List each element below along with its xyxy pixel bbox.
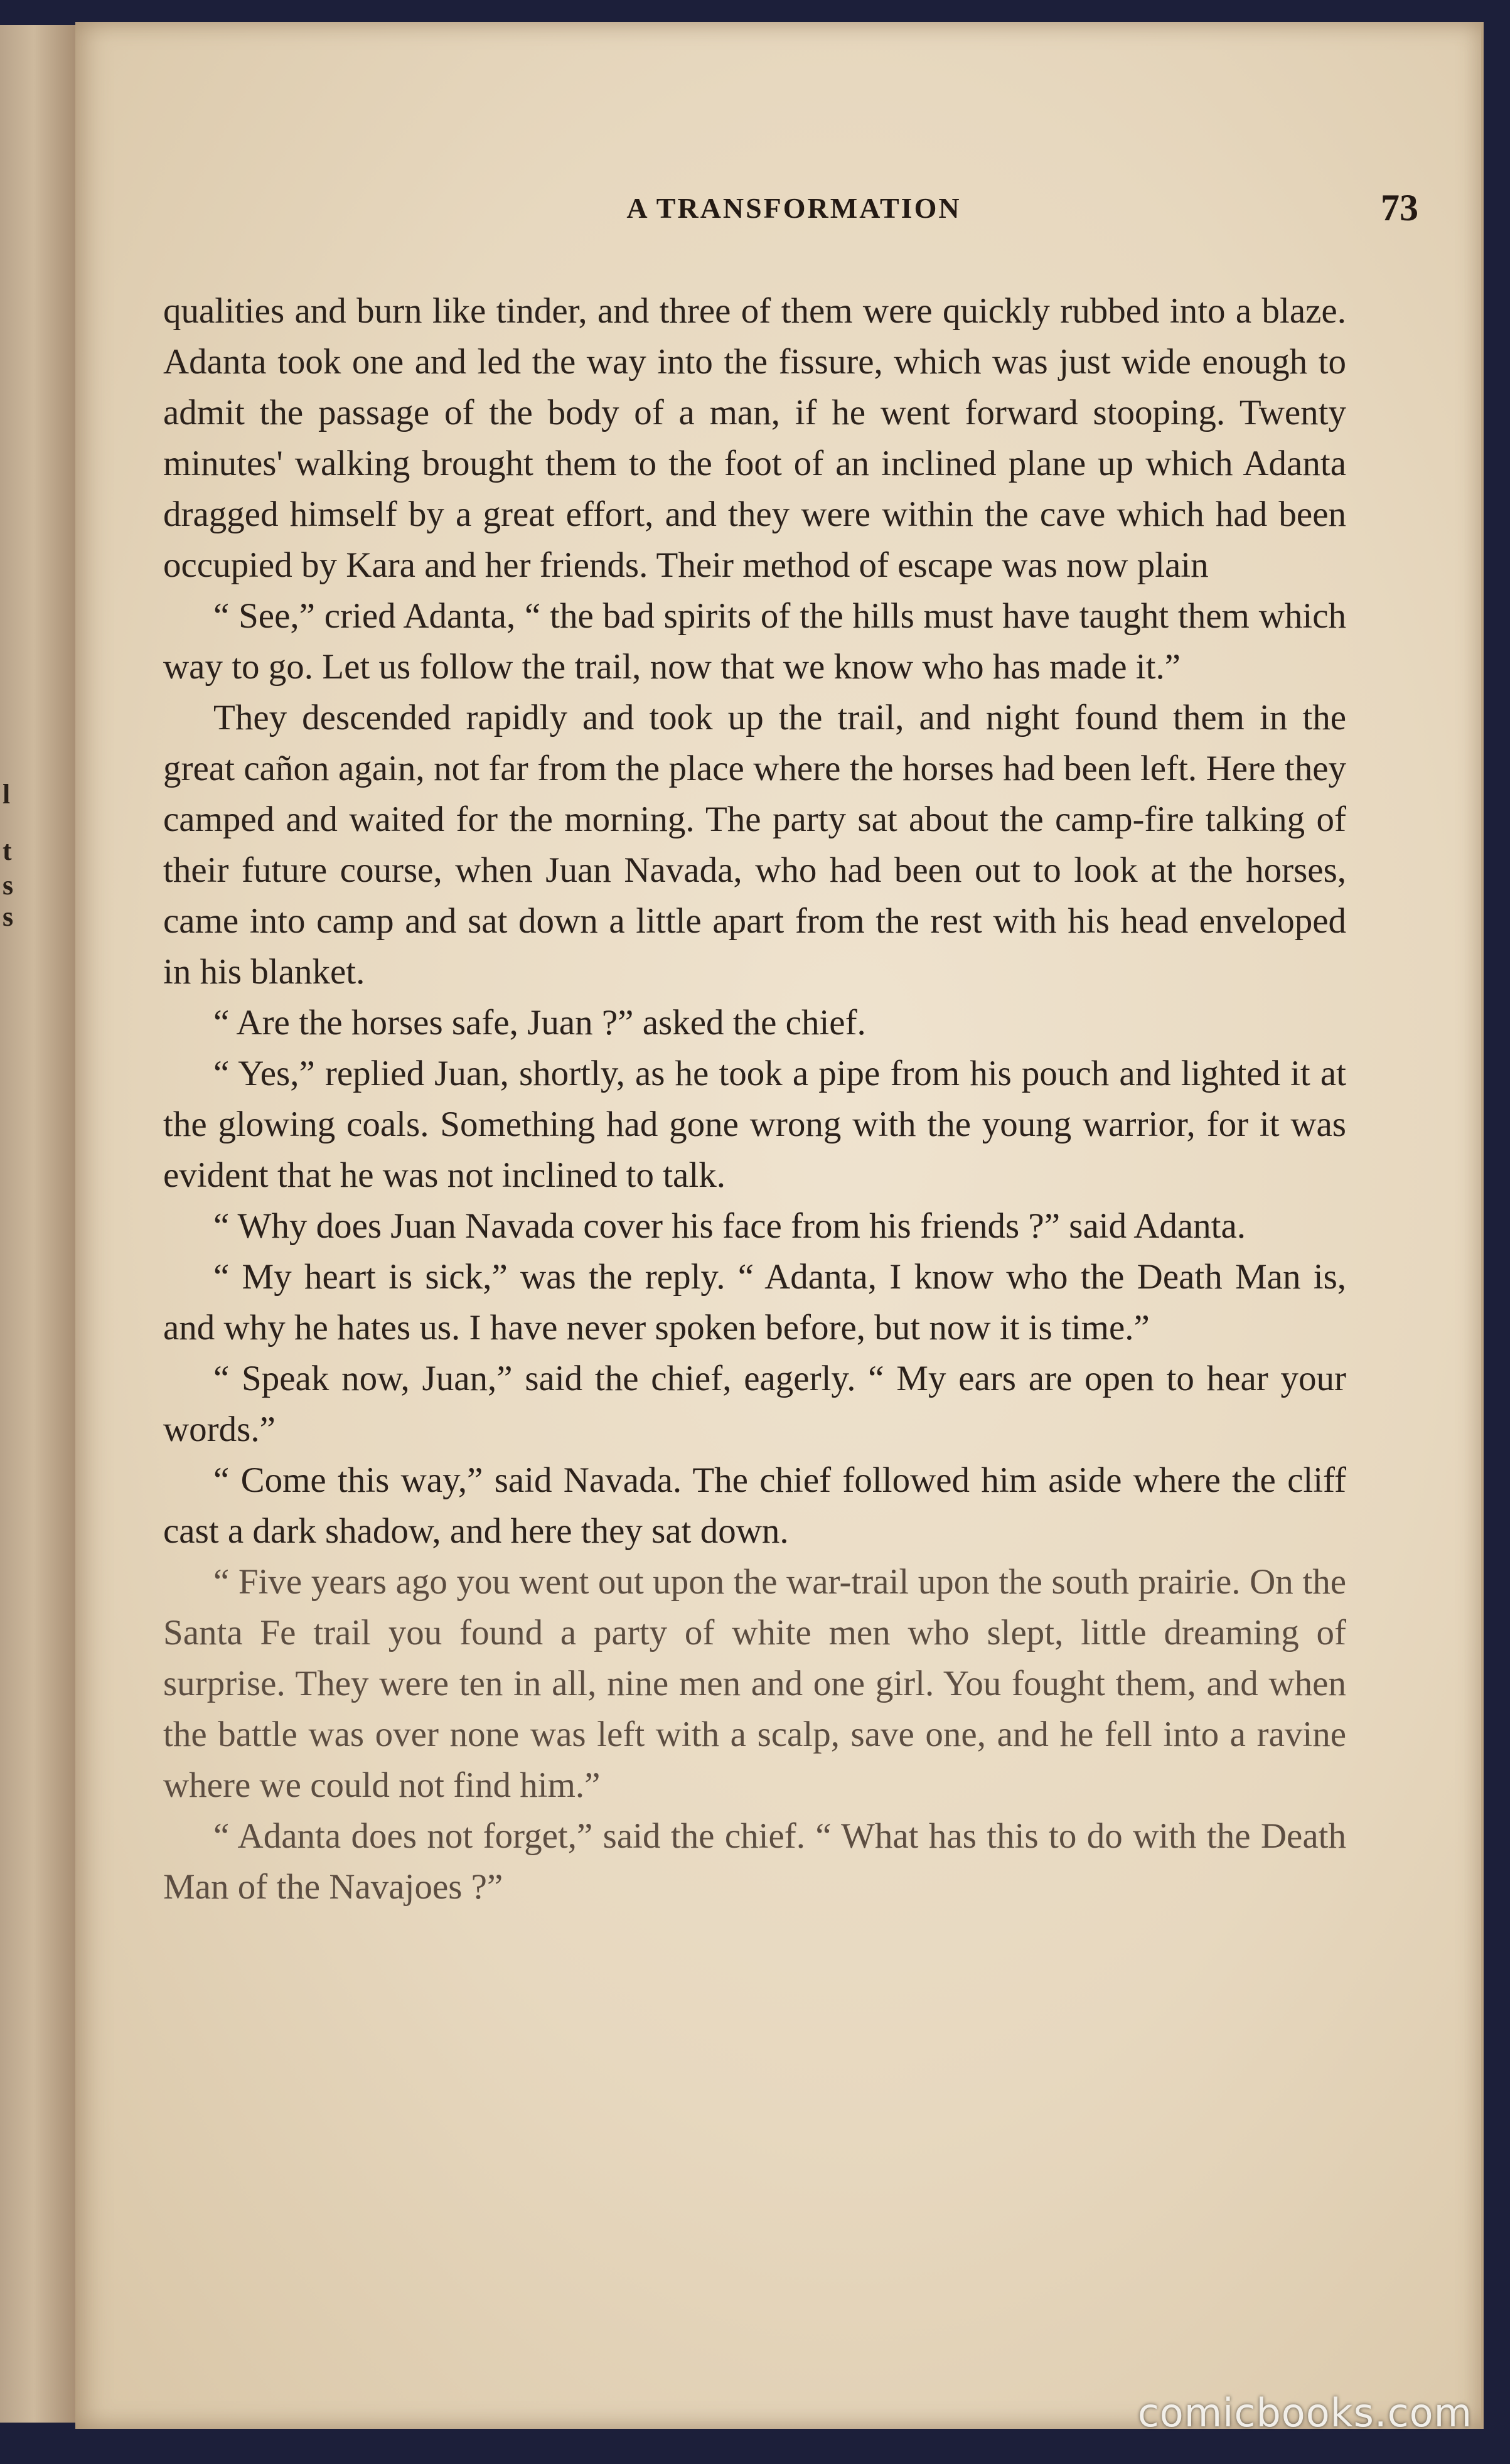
facing-page-char: s	[3, 901, 14, 932]
facing-page-char: s	[3, 870, 14, 901]
paragraph: “ Are the horses safe, Juan ?” asked the chief.	[213, 1003, 866, 1042]
facing-page-edge	[0, 25, 79, 2423]
paragraph: “ See,” cried Adanta, “ the bad spirits of the hills must have taught them which way to go. Let us follow the trail, now that we know who has made it.”	[163, 596, 1346, 687]
body-text	[163, 286, 1346, 1912]
paragraph: “ Yes,” replied Juan, shortly, as he took a pipe from his pouch and lighted it at the glowing coals. Something had gone wrong with the young warrior, for it was evident that he was not inclined to talk.	[163, 1054, 1346, 1195]
running-head	[169, 187, 1418, 242]
paragraph: “ My heart is sick,” was the reply. “ Adanta, I know who the Death Man is, and why he hates us. I have never spoken before, but now it is time.”	[163, 1257, 1346, 1347]
page-number: 73	[1381, 187, 1418, 228]
facing-page-char: l	[3, 779, 11, 810]
paragraph: “ Why does Juan Navada cover his face from his friends ?” said Adanta.	[213, 1206, 1246, 1246]
paragraph: “ Adanta does not forget,” said the chief. “ What has this to do with the Death Man of the Navajoes ?”	[163, 1816, 1346, 1907]
paragraph: qualities and burn like tinder, and three of them were quickly rubbed into a blaze. Adanta took one and led the way into the fissure, which was just wide enough to admit the passage of the body of a man, if he went forward stooping. Twenty minutes' walking brought them to the foot of an inclined plane up which Adanta dragged himself by a great effort, and they were within the cave which had been occupied by Kara and her friends. Their method of escape was now plain	[163, 291, 1346, 585]
paragraph: “ Come this way,” said Navada. The chief followed him aside where the cliff cast a dark shadow, and here they sat down.	[163, 1460, 1346, 1551]
watermark: comicbooks.com	[1137, 2390, 1472, 2436]
book-page	[75, 22, 1484, 2429]
paragraph: “ Five years ago you went out upon the war-trail upon the south prairie. On the Santa Fe trail you found a party of white men who slept, little dreaming of surprise. They were ten in all, nine men and one girl. You fought them, and when the battle was over none was left with a scalp, save one, and he fell into a ravine where we could not find him.”	[163, 1562, 1346, 1805]
chapter-title: A TRANSFORMATION	[626, 192, 961, 224]
facing-page-char: t	[3, 835, 12, 866]
paragraph: “ Speak now, Juan,” said the chief, eagerly. “ My ears are open to hear your words.”	[163, 1359, 1346, 1449]
paragraph: They descended rapidly and took up the trail, and night found them in the great cañon again, not far from the place where the horses had been left. Here they camped and waited for the morning. The party sat about the camp-fire talking of their future course, when Juan Navada, who had been out to look at the horses, came into camp and sat down a little apart from the rest with his head enveloped in his blanket.	[163, 698, 1346, 992]
